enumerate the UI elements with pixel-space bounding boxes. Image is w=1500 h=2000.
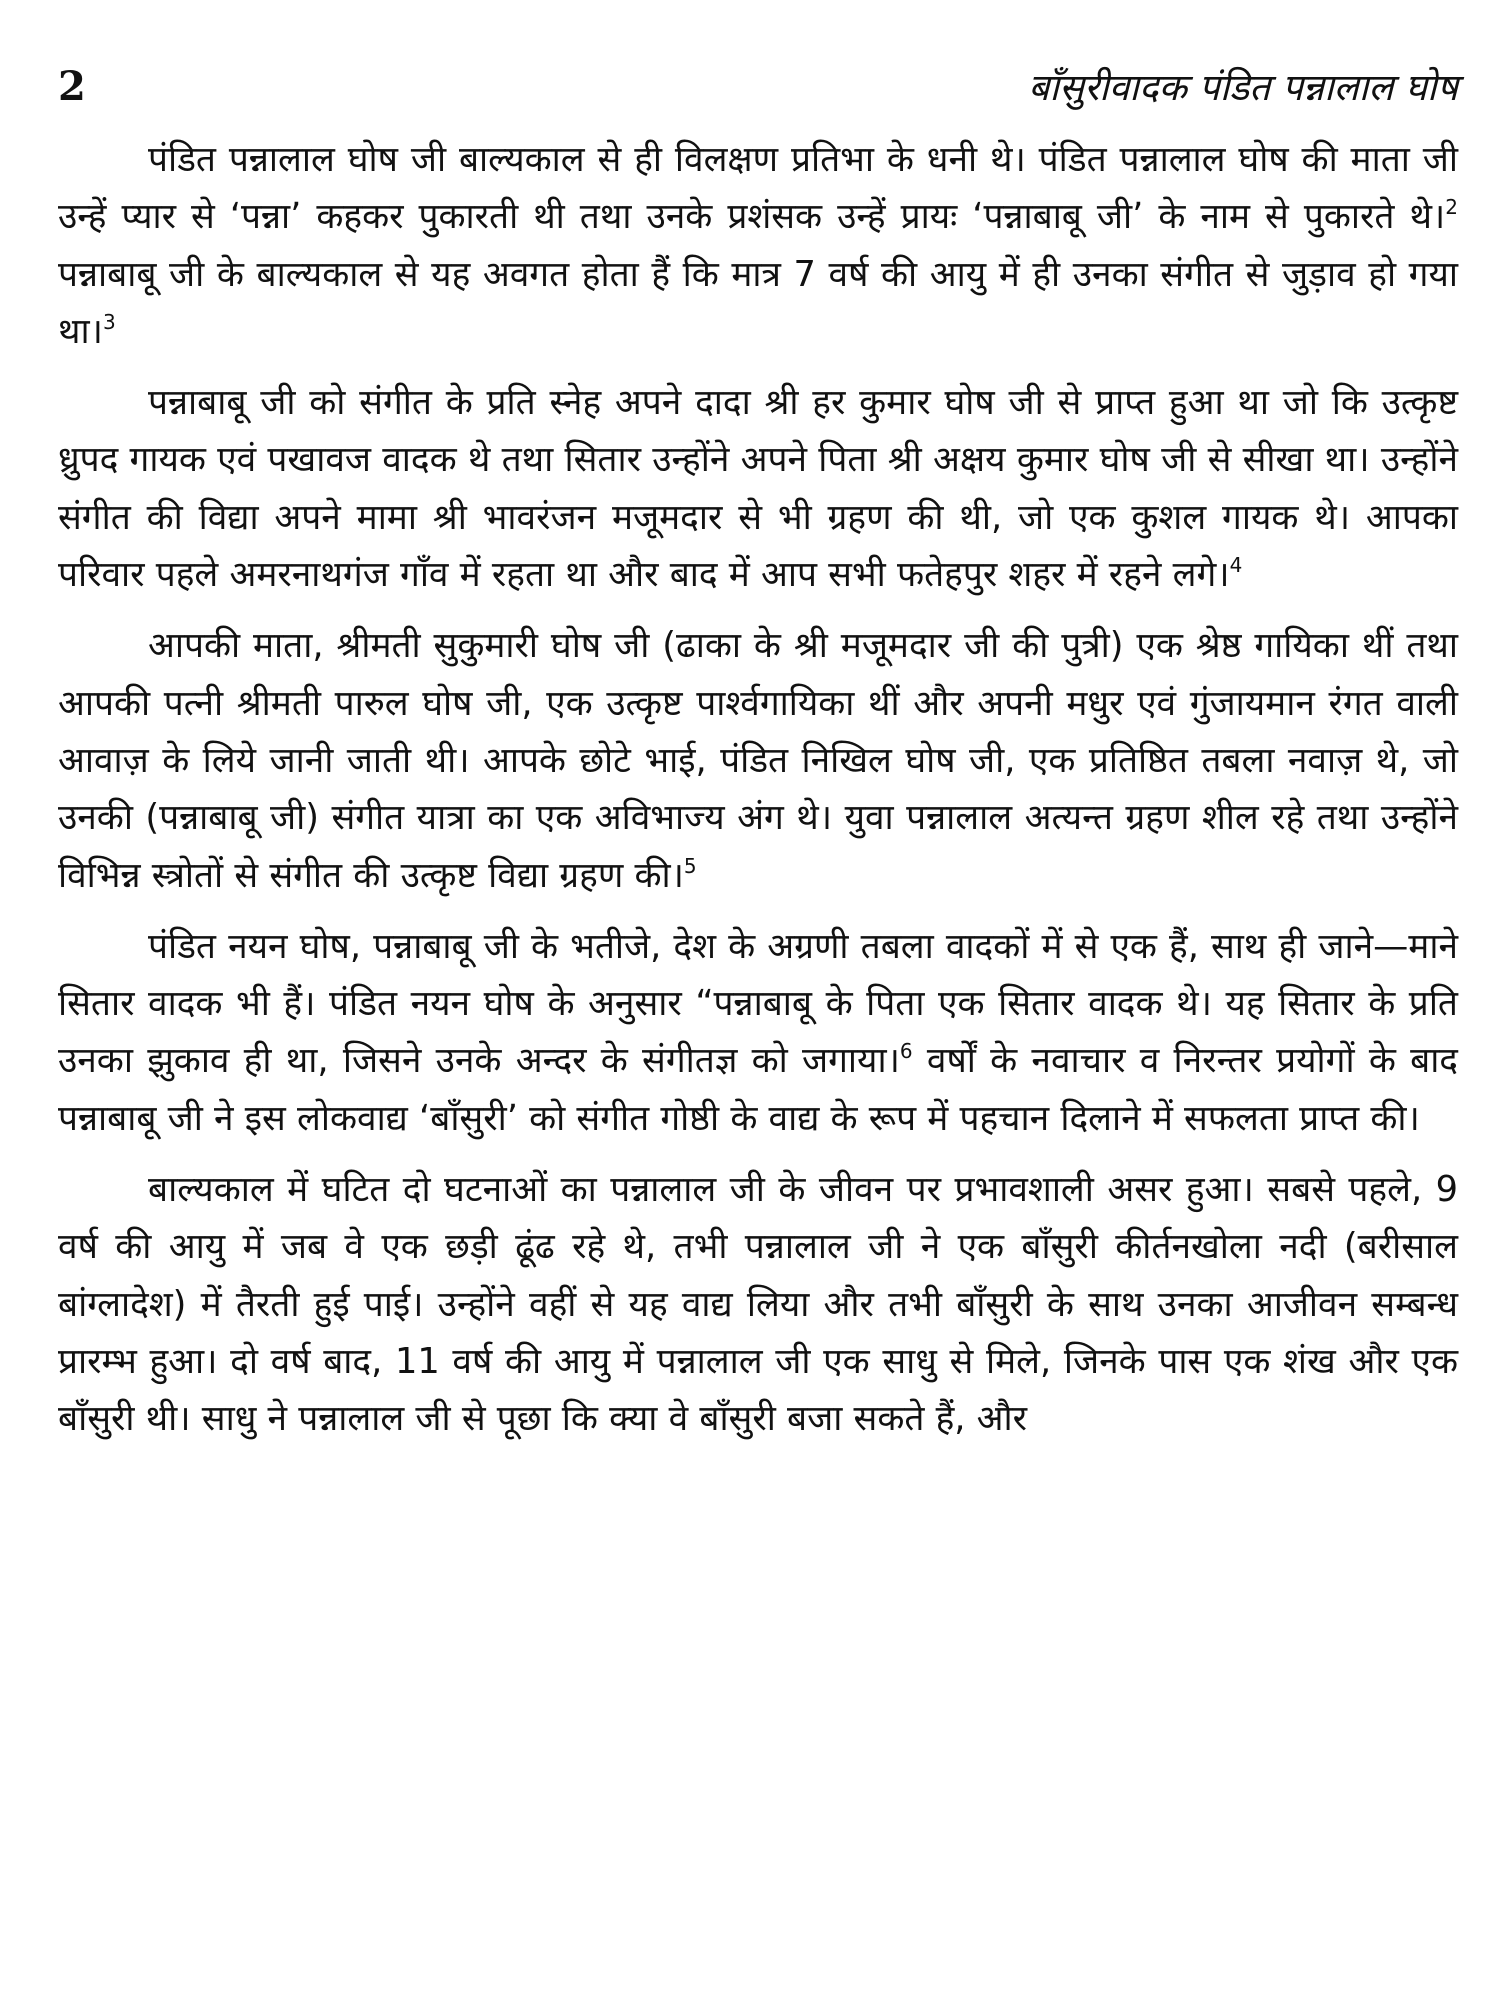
- footnote-ref: 3: [102, 309, 116, 334]
- paragraph-text: बाल्यकाल में घटित दो घटनाओं का पन्नालाल जी के जीवन पर प्रभावशाली असर हुआ। सबसे पहले, 9 वर्ष की आयु में जब वे एक छड़ी ढूंढ रहे थे, तभी पन्नालाल जी ने एक बाँसुरी कीर्तनखोला नदी (बरीसाल बांग्लादेश) में तैरती हुई पाई। उन्होंने वहीं से यह वाद्य लिया और तभी बाँसुरी के साथ उनका आजीवन सम्बन्ध प्रारम्भ हुआ। दो वर्ष बाद, 11 वर्ष की आयु में पन्नालाल जी एक साधु से मिले, जिनके पास एक शंख और एक बाँसुरी थी। साधु ने पन्नालाल जी से पूछा कि क्या वे बाँसुरी बजा सकते हैं, और: [58, 1169, 1458, 1440]
- footnote-ref: 4: [1229, 553, 1243, 578]
- paragraph-nayan-ghosh: [58, 918, 1458, 1147]
- paragraph-mother-wife: [58, 617, 1458, 903]
- paragraph-text: पंडित नयन घोष, पन्नाबाबू जी के भतीजे, देश के अग्रणी तबला वादकों में से एक हैं, साथ ही जाने—माने सितार वादक भी हैं। पंडित नयन घोष के अनुसार “पन्नाबाबू के पिता एक सितार वादक थे। यह सितार के प्रति उनका झुकाव ही था, जिसने उनके अन्दर के संगीतज्ञ को जगाया।: [58, 925, 1458, 1082]
- page-number: 2: [58, 63, 86, 110]
- paragraph-text: पन्नाबाबू जी के बाल्यकाल से यह अवगत होता हैं कि मात्र 7 वर्ष की आयु में ही उनका संगीत से जुड़ाव हो गया था।: [58, 253, 1458, 352]
- paragraph-family-music: [58, 374, 1458, 603]
- book-title: बाँसुरीवादक पंडित पन्नालाल घोष: [1028, 66, 1458, 109]
- running-header: [58, 60, 1458, 111]
- footnote-ref: 6: [899, 1039, 913, 1064]
- paragraph-text: पन्नाबाबू जी को संगीत के प्रति स्नेह अपने दादा श्री हर कुमार घोष जी से प्राप्त हुआ था जो कि उत्कृष्ट ध्रुपद गायक एवं पखावज वादक थे तथा सितार उन्होंने अपने पिता श्री अक्षय कुमार घोष जी से सीखा था। उन्होंने संगीत की विद्या अपने मामा श्री भावरंजन मजूमदार से भी ग्रहण की थी, जो एक कुशल गायक थे। आपका परिवार पहले अमरनाथगंज गाँव में रहता था और बाद में आप सभी फतेहपुर शहर में रहने लगे।: [58, 382, 1458, 596]
- paragraph-childhood: [58, 131, 1458, 360]
- paragraph-childhood-events: [58, 1161, 1458, 1447]
- paragraph-text: आपकी माता, श्रीमती सुकुमारी घोष जी (ढाका के श्री मजूमदार जी की पुत्री) एक श्रेष्ठ गायिका थीं तथा आपकी पत्नी श्रीमती पारुल घोष जी, एक उत्कृष्ट पार्श्वगायिका थीं और अपनी मधुर एवं गुंजायमान रंगत वाली आवाज़ के लिये जानी जाती थी। आपके छोटे भाई, पंडित निखिल घोष जी, एक प्रतिष्ठित तबला नवाज़ थे, जो उनकी (पन्नाबाबू जी) संगीत यात्रा का एक अविभाज्य अंग थे। युवा पन्नालाल अत्यन्त ग्रहण शील रहे तथा उन्होंने विभिन्न स्त्रोतों से संगीत की उत्कृष्ट विद्या ग्रहण की।: [58, 625, 1458, 896]
- paragraph-text: वर्षों के नवाचार व निरन्तर प्रयोगों के बाद पन्नाबाबू जी ने इस लोकवाद्य ‘बाँसुरी’ को संगीत गोष्ठी के वाद्य के रूप में पहचान दिलाने में सफलता प्राप्त की।: [58, 1040, 1458, 1139]
- footnote-ref: 2: [1445, 195, 1458, 220]
- paragraph-text: पंडित पन्नालाल घोष जी बाल्यकाल से ही विलक्षण प्रतिभा के धनी थे। पंडित पन्नालाल घोष की माता जी उन्हें प्यार से ‘पन्ना’ कहकर पुकारती थी तथा उनके प्रशंसक उन्हें प्रायः ‘पन्नाबाबू जी’ के नाम से पुकारते थे।: [58, 139, 1458, 238]
- footnote-ref: 5: [683, 853, 697, 878]
- book-page: [58, 60, 1458, 1462]
